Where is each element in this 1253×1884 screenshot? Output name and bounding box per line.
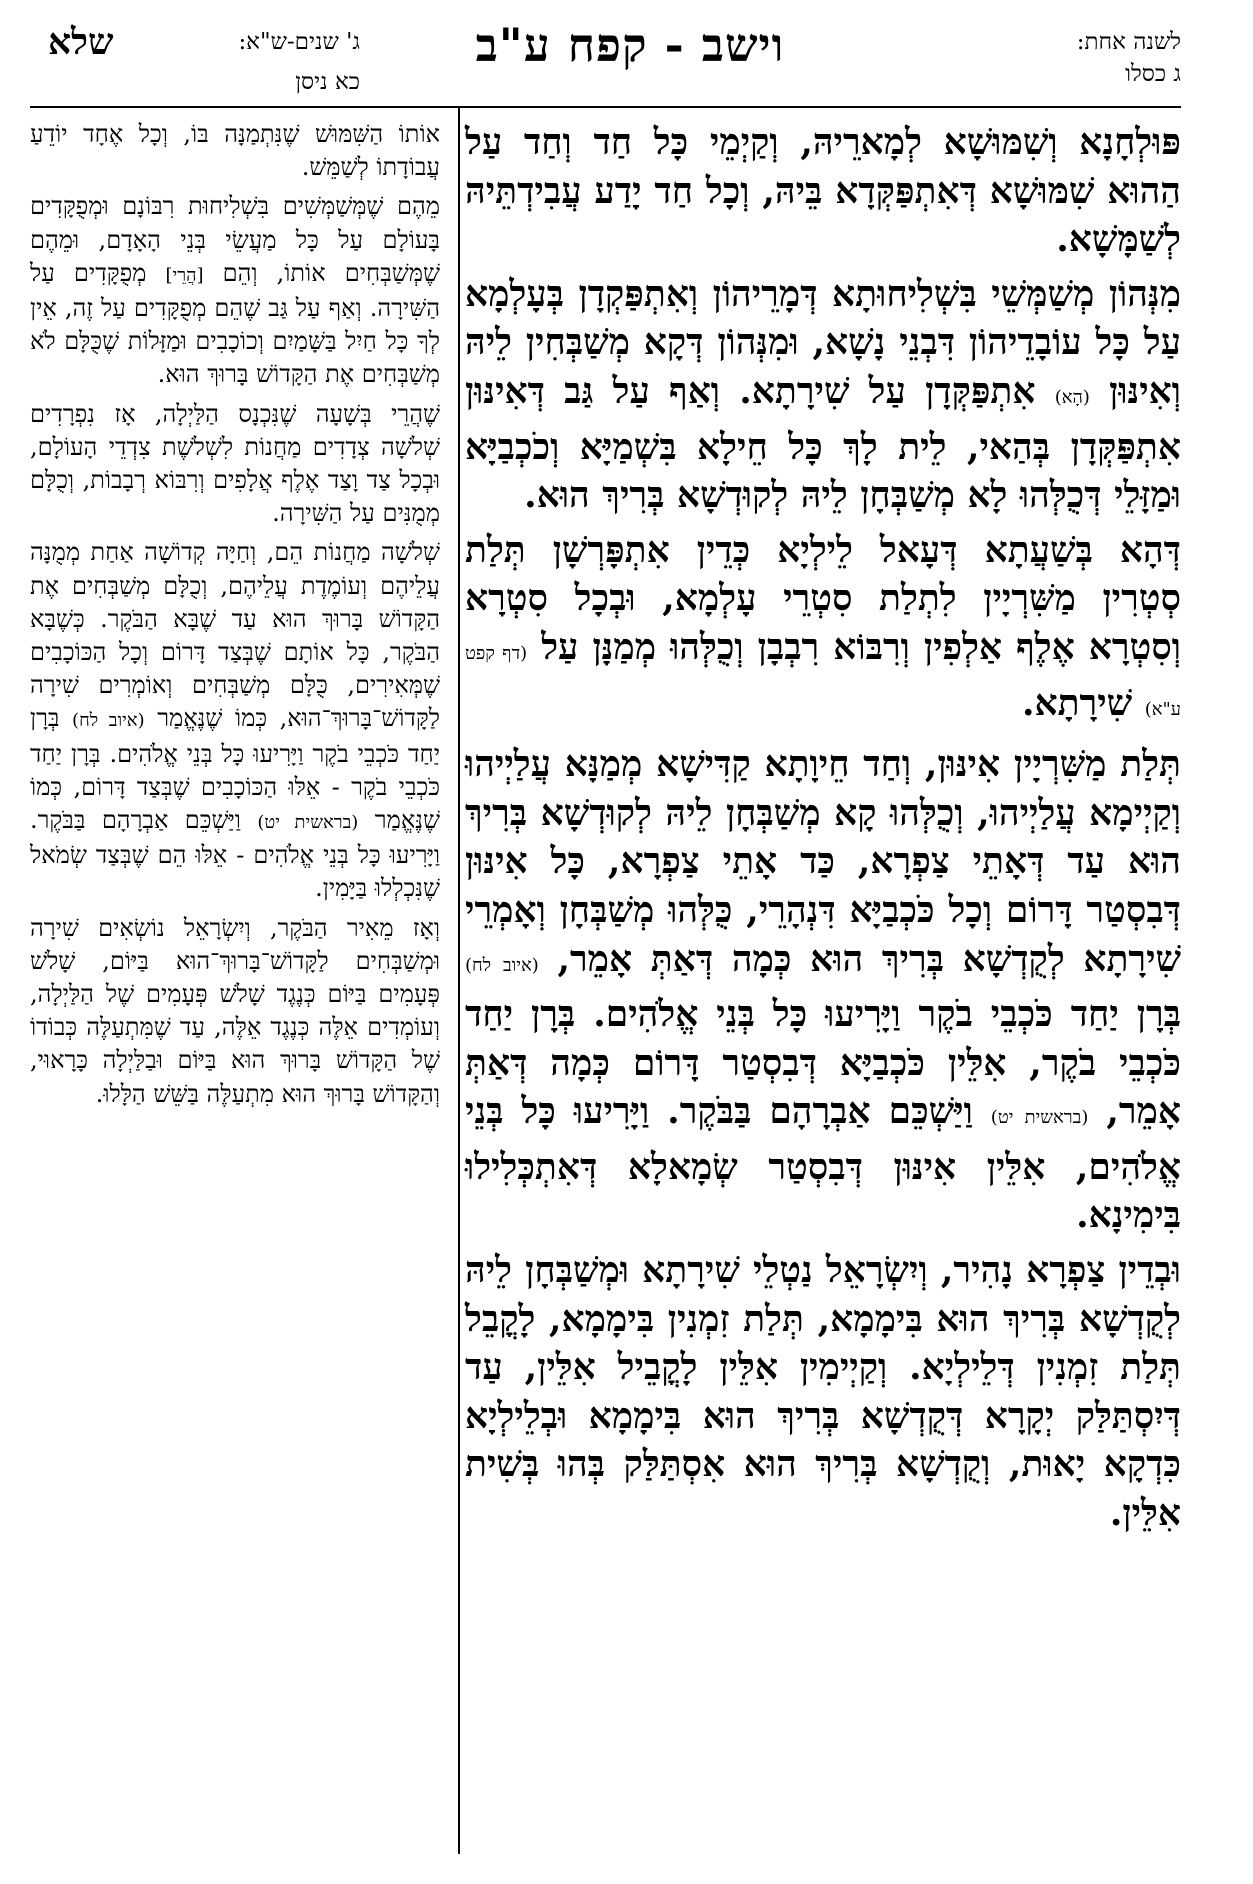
main-segment-3a: דְּהָא בְּשַׁעֲתָא דְּעָאל לֵילְיָא כְּדֵין אִתְפָּרְשָׁן תְּלַת סְטְרִין מַשִּׁרְיָין לִתְלַת סִטְרֵי עָלְמָא, וּבְכָל סִטְרָא וְסִטְרָא אֶלֶף אַלְפִין וְרִבּוֹא רִבְבָן וְכֻלְּהוּ מְמַנָּן עַל xyxy=(465,528,1181,668)
page-number: שלא xyxy=(48,21,114,63)
main-paragraph-4 xyxy=(465,740,1181,1240)
side-segment-4c: וַיַּשְׁכֵּם אַבְרָהָם בַּבֹּקֶר. וַיָּרִיעוּ כָּל בְּנֵי אֱלֹהִים - אֵלּוּ הֵם שֶׁבְּצַד שְׂמֹאל שֶׁנִּכְלְלוּ בַּיָּמִין. xyxy=(30,806,440,903)
side-paragraph-3: שֶׁהֲרֵי בְּשָׁעָה שֶׁנִּכְנָס הַלַּיְלָה, אָז נִפְרָדִים שְׁלֹשָׁה צְדָדִים מַחֲנוֹת לִשְׁלֹשֶׁת צִדְדֵי הָעוֹלָם, וּבְכָל צַד וָצַד אֶלֶף אֲלָפִים וְרִבּוֹא רְבָבוֹת, וְכֻלָּם מְמֻנִּים עַל הַשִּׁירָה. xyxy=(30,399,440,528)
side-paragraph-4 xyxy=(30,536,440,905)
side-paragraph-2 xyxy=(30,190,440,391)
main-segment-2b: אִתְפַּקְּדָן עַל שִׁירָתָא. וְאַף עַל גַּב דְּאִינּוּן אִתְפַּקְּדָן בְּהַאי, לֵית לָךְ כָּל חֵילָא בִּשְׁמַיָּא וְכֹכְבַיָּא וּמַזָּלֵי דְּכֻלְּהוּ לָא מְשַׁבְּחָן לֵיהּ לְקוּדְשָׁא בְּרִיךְ הוּא. xyxy=(465,369,1181,517)
main-paragraph-3 xyxy=(465,526,1181,734)
main-paragraph-2 xyxy=(465,270,1181,520)
side-segment-4b: בְּרָן יַחַד כֹּכְבֵי בֹקֶר וַיָּרִיעוּ כָּל בְּנֵי אֱלֹהִים. בְּרָן יַחַד כֹּכְבֵי בֹקֶר - אֵלּוּ הַכּוֹכָבִים שֶׁבְּצַד דָּרוֹם, כְּמוֹ שֶׁנֶּאֱמַר xyxy=(30,704,441,835)
main-segment-4a: תְּלַת מַשִּׁרְיָין אִינּוּן, וְחַד חֵיוָתָא קַדִּישָׁא מְמַנָּא עֲלַיְיהוּ וְקַיְימָא עֲלַיְיהוּ, וְכֻלְּהוּ קָא מְשַׁבְּחָן לֵיהּ לְקוּדְשָׁא בְּרִיךְ הוּא עַד דְּאָתֵי צַפְרָא, כַּד אָתֵי צַפְרָא, כָּל אִינּוּן דְּבִסְטַר דָּרוֹם וְכָל כֹּכְבַיָּא דִּנְהָרֵי, כֻּלְּהוּ מְשַׁבְּחָן וְאָמְרֵי שִׁירָתָא לְקֻדְשָׁא בְּרִיךְ הוּא כְּמָה דְּאַתְּ אָמֵר, xyxy=(465,743,1182,980)
main-text-column xyxy=(465,118,1181,1544)
main-paragraph-1: פּוּלְחָנָא וְשִׁמּוּשָׁא לְמָארֵיהּ, וְקַיְמֵי כָּל חַד וְחַד עַל הַהוּא שִׁמּוּשָׁא דְּאִתְפַּקְּדָא בֵּיהּ, וְכָל חַד יָדַע עֲבִידְתֵּיהּ לְשַׁמָּשָׁא. xyxy=(465,121,1181,261)
header-right-line1: לשנה אחת: xyxy=(1076,29,1181,55)
header-left-line2: כא ניסן xyxy=(295,69,360,95)
column-divider xyxy=(458,108,460,1854)
main-segment-3b: שִׁירָתָא. xyxy=(1021,681,1133,724)
header-right-line2: ג כסלו xyxy=(1125,61,1181,87)
main-segment-4c: וַיַּשְׁכֵּם אַבְרָהָם בַּבֹּקֶר. וַיָּרִיעוּ כָּל בְּנֵי אֱלֹהִים, אִלֵּין אִינּוּן דְּבִסְטַר שְׂמָאלָא דְּאִתְכְּלִילוּ בִּימִינָא. xyxy=(465,1090,1181,1237)
main-page-ref: (דף קפט ע"א) xyxy=(465,642,1181,720)
main-source-ref-genesis: (בראשית יט) xyxy=(990,1107,1089,1129)
translation-column xyxy=(30,118,440,1117)
side-segment-4a: שְׁלֹשָׁה מַחֲנוֹת הֵם, וְחַיָּה קְדוֹשָׁה אַחַת מְמֻנָּה עֲלֵיהֶם וְעוֹמֶדֶת עֲלֵיהֶם, וְכֻלָּם מְשַׁבְּחִים אֶת הַקָּדוֹשׁ בָּרוּךְ הוּא עַד שֶׁבָּא הַבֹּקֶר. כְּשֶׁבָּא הַבֹּקֶר, כָּל אוֹתָם שֶׁבְּצַד דָּרוֹם וְכָל הַכּוֹכָבִים שֶׁמְּאִירִים, כֻּלָּם מְשַׁבְּחִים וְאוֹמְרִים שִׁירָה לַקָּדוֹשׁ־בָּרוּךְ־הוּא, כְּמוֹ שֶׁנֶּאֱמַר xyxy=(30,538,440,733)
side-segment-2b: מְפֻקָּדִים עַל הַשִּׁירָה. וְאַף עַל גַּב שֶׁהֵם מְפֻקָּדִים עַל זֶה, אֵין לְךָ כָּל חַיִל בַּשָּׁמַיִם וְכוֹכָבִים וּמַזָּלוֹת שֶׁכֻּלָּם לֹא מְשַׁבְּחִים אֶת הַקָּדוֹשׁ בָּרוּךְ הוּא. xyxy=(30,258,440,389)
header-date-one-year xyxy=(1077,26,1181,90)
main-source-ref-job: (איוב לח) xyxy=(465,954,539,976)
main-source-ref: (הָא) xyxy=(1054,386,1090,408)
side-segment-2a: מֵהֶם שֶׁמְּשַׁמְּשִׁים בִּשְׁלִיחוּת רִבּוֹנָם וּמְפֻקָּדִים בָּעוֹלָם עַל כָּל מַעֲשֵׂי בְּנֵי הָאָדָם, וּמֵהֶם שֶׁמְּשַׁבְּחִים אוֹתוֹ, וְהֵם xyxy=(30,192,440,287)
side-bracket-note: [הֲרֵי] xyxy=(165,264,204,286)
side-source-ref-genesis: (בראשית יט) xyxy=(257,812,359,834)
main-segment-2a: מִנְּהוֹן מְשַׁמְּשֵׁי בִּשְׁלִיחוּתָא דְּמָרֵיהוֹן וְאִתְפַּקְדָן בְּעָלְמָא עַל כָּל עוֹבָדֵיהוֹן דִּבְנֵי נָשָׁא, וּמִנְּהוֹן דְּקָא מְשַׁבְּחִין לֵיהּ וְאִינּוּן xyxy=(465,272,1181,412)
side-source-ref-job: (איוב לח) xyxy=(72,710,145,732)
side-paragraph-1: אוֹתוֹ הַשִּׁמּוּשׁ שֶׁנִּתְמַנָּה בּוֹ, וְכָל אֶחָד יוֹדֵעַ עֲבוֹדָתוֹ לְשַׁמֵּשׁ. xyxy=(30,120,440,182)
page-header xyxy=(0,0,1253,110)
page-title: וישב - קפח ע"ב xyxy=(475,18,785,72)
header-rule xyxy=(30,106,1181,108)
side-paragraph-5: וְאָז מֵאִיר הַבֹּקֶר, וְיִשְׂרָאֵל נוֹשְׂאִים שִׁירָה וּמְשַׁבְּחִים לַקָּדוֹשׁ־בָּרוּךְ־הוּא בַּיּוֹם, שָׁלֹשׁ פְּעָמִים בַּיּוֹם כְּנֶגֶד שָׁלֹשׁ פְּעָמִים שֶׁל הַלַּיְלָה, וְעוֹמְדִים אֵלֶּה כְּנֶגֶד אֵלֶּה, עַד שֶׁמִּתְעַלֶּה כְּבוֹדוֹ שֶׁל הַקָּדוֹשׁ בָּרוּךְ הוּא בַּיּוֹם וּבַלַּיְלָה כָּרָאוּי, וְהַקָּדוֹשׁ בָּרוּךְ הוּא מִתְעַלֶּה בַּשֵּׁשׁ הַלָּלוּ. xyxy=(30,913,440,1108)
header-left-line1: ג' שנים-ש"א: xyxy=(238,29,360,55)
main-segment-4b: בְּרָן יַחַד כֹּכְבֵי בֹקֶר וַיָּרִיעוּ כָּל בְּנֵי אֱלֹהִים. בְּרָן יַחַד כֹּכְבֵי בֹקֶר, אִלֵּין כֹּכְבַיָּא דְּבִסְטַר דָּרוֹם כְּמָה דְּאַתְּ אָמֵר, xyxy=(465,993,1181,1133)
main-paragraph-5: וּבְדֵין צַפְרָא נָהִיר, וְיִשְׂרָאֵל נַטְלֵי שִׁירָתָא וּמְשַׁבְּחָן לֵיהּ לְקֻדְשָׁא בְּרִיךְ הוּא בִּימָמָא, תְּלַת זִמְנִין בִּימָמָא, לָקֳבֵל תְּלַת זִמְנִין דְּלֵילְיָא. וְקַיְימִין אִלֵּין לָקֳבֵיל אִלֵּין, עַד דְּיִסְתַּלַּק יְקָרָא דְּקֻדְשָׁא בְּרִיךְ הוּא בִּימָמָא וּבְלֵילְיָא כִּדְקָא יָאוּת, וְקֻדְשָׁא בְּרִיךְ הוּא אִסְתַּלַּק בְּהוּ בְּשִׁית אִלֵּין. xyxy=(465,1249,1182,1535)
